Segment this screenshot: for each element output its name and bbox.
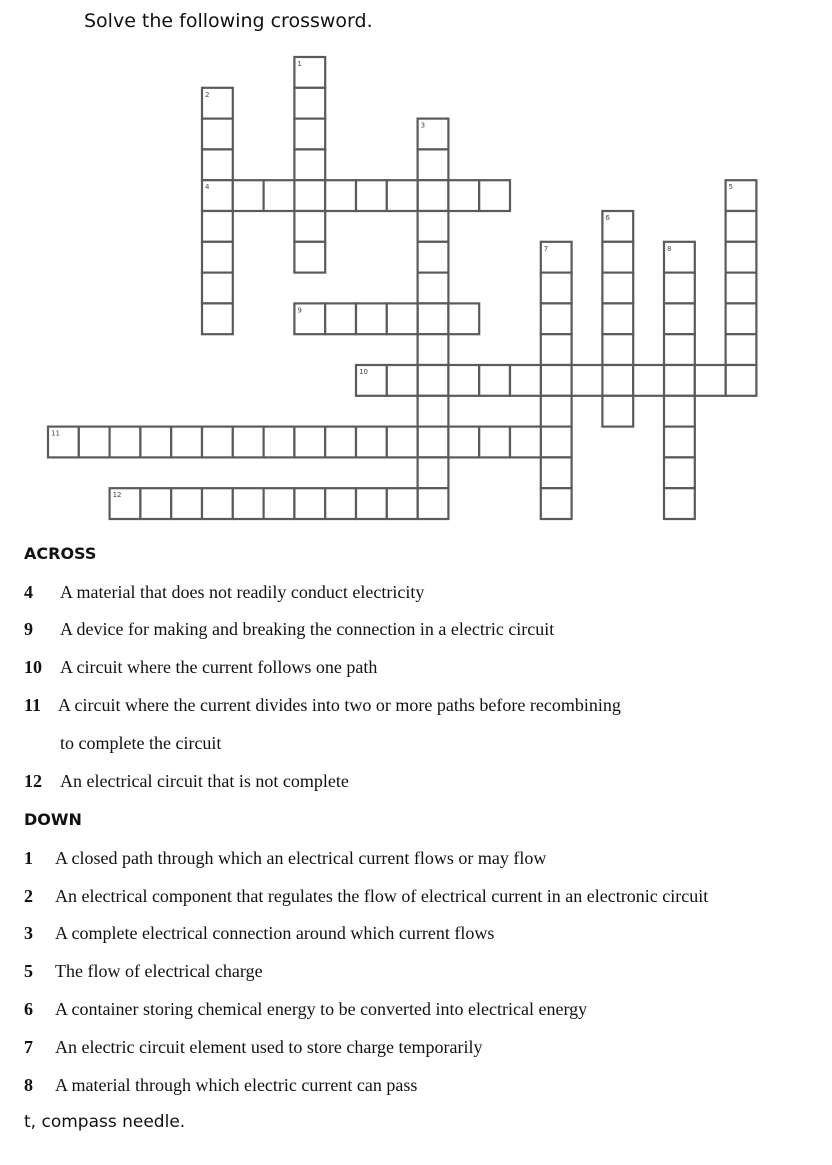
crossword-cell[interactable]	[664, 334, 695, 365]
crossword-cell[interactable]	[294, 488, 325, 519]
across-clue-9	[24, 619, 554, 640]
crossword-cell[interactable]	[418, 242, 449, 273]
crossword-cell[interactable]	[664, 365, 695, 396]
crossword-cell[interactable]	[294, 180, 325, 211]
clue-text: A material through which electric current can pass	[55, 1075, 418, 1095]
crossword-cell[interactable]	[356, 303, 387, 334]
across-clue-10	[24, 657, 377, 678]
crossword-cell[interactable]	[418, 488, 449, 519]
cell-number: 5	[728, 183, 734, 192]
crossword-cell[interactable]	[664, 427, 695, 458]
down-heading: DOWN	[24, 810, 82, 829]
cell-number: 2	[205, 90, 210, 99]
cell-number: 9	[297, 306, 302, 315]
crossword-cell[interactable]	[233, 488, 264, 519]
clue-number: 2	[24, 886, 33, 906]
crossword-cell[interactable]	[510, 427, 541, 458]
crossword-cell[interactable]	[541, 365, 572, 396]
crossword-cell[interactable]	[602, 334, 633, 365]
clue-number: 11	[24, 695, 42, 715]
crossword-cell[interactable]	[294, 242, 325, 273]
crossword-cell[interactable]	[664, 396, 695, 427]
crossword-cell[interactable]	[448, 180, 479, 211]
clue-number: 5	[24, 961, 33, 981]
crossword-cell[interactable]	[418, 303, 449, 334]
cell-number: 11	[51, 429, 60, 438]
crossword-cell[interactable]	[418, 273, 449, 304]
down-clue-5	[24, 961, 263, 982]
cell-number: 6	[605, 214, 610, 222]
crossword-cell[interactable]	[294, 119, 325, 150]
crossword-cell[interactable]	[202, 303, 233, 334]
crossword-cell[interactable]	[448, 303, 479, 334]
crossword-cell[interactable]	[418, 365, 449, 396]
clue-text: An electrical component that regulates the flow of electrical current in an electronic circuit	[55, 886, 709, 906]
crossword-cell[interactable]	[664, 457, 695, 488]
clue-text: A closed path through which an electrical current flows or may flow	[55, 848, 547, 868]
crossword-cell[interactable]	[264, 427, 295, 458]
clue-number: 9	[24, 619, 33, 639]
crossword-cell[interactable]	[294, 149, 325, 180]
crossword-cell[interactable]	[541, 427, 572, 458]
crossword-cell[interactable]	[418, 457, 449, 488]
crossword-cell[interactable]	[726, 334, 757, 365]
cell-number: 7	[543, 244, 549, 253]
crossword-cell[interactable]	[387, 303, 418, 334]
crossword-cell[interactable]	[541, 273, 572, 304]
crossword-cell[interactable]	[541, 334, 572, 365]
crossword-cell[interactable]	[602, 273, 633, 304]
clue-text: A device for making and breaking the connection in a electric circuit	[60, 619, 555, 639]
crossword-cell[interactable]	[695, 365, 726, 396]
crossword-cell[interactable]	[664, 488, 695, 519]
clue-text: A circuit where the current follows one path	[60, 657, 378, 677]
crossword-cell[interactable]	[110, 427, 141, 458]
crossword-cell[interactable]	[356, 488, 387, 519]
crossword-cell[interactable]	[726, 303, 757, 334]
crossword-cell[interactable]	[418, 180, 449, 211]
crossword-cell[interactable]	[726, 365, 757, 396]
crossword-cell[interactable]	[387, 180, 418, 211]
crossword-cell[interactable]	[602, 303, 633, 334]
crossword-cell[interactable]	[202, 488, 233, 519]
crossword-cell[interactable]	[294, 427, 325, 458]
clue-text: An electrical circuit that is not complete	[60, 771, 349, 791]
clue-number: 4	[24, 582, 33, 602]
cell-number: 12	[112, 491, 122, 500]
crossword-cell[interactable]	[448, 365, 479, 396]
clue-number: 3	[24, 923, 33, 943]
across-clue-11	[24, 695, 621, 716]
crossword-cell[interactable]	[325, 488, 356, 519]
crossword-cell[interactable]	[140, 488, 171, 519]
cell-number: 1	[297, 60, 302, 68]
crossword-cell[interactable]	[664, 303, 695, 334]
worksheet-title: Solve the following crossword.	[84, 10, 373, 32]
crossword-cell[interactable]	[356, 427, 387, 458]
crossword-cell[interactable]	[479, 180, 510, 211]
down-clue-3	[24, 923, 494, 944]
crossword-cell[interactable]	[602, 365, 633, 396]
crossword-cell[interactable]	[202, 242, 233, 273]
crossword-cell[interactable]	[541, 488, 572, 519]
crossword-cell[interactable]	[726, 273, 757, 304]
crossword-cell[interactable]	[202, 273, 233, 304]
down-clue-8	[24, 1075, 417, 1096]
crossword-cell[interactable]	[726, 242, 757, 273]
crossword-cell[interactable]	[264, 180, 295, 211]
crossword-cell[interactable]	[541, 303, 572, 334]
clue-text: A container storing chemical energy to be converted into electrical energy	[55, 999, 588, 1019]
crossword-cell[interactable]	[202, 427, 233, 458]
crossword-cell[interactable]	[202, 119, 233, 150]
clue-text: An electric circuit element used to store charge temporarily	[55, 1037, 483, 1057]
cut-off-text-fragment: t, compass needle.	[24, 1112, 186, 1132]
crossword-cell[interactable]	[479, 365, 510, 396]
down-clue-7	[24, 1037, 483, 1058]
crossword-cell[interactable]	[387, 365, 418, 396]
crossword-cell[interactable]	[202, 211, 233, 242]
clue-text: A complete electrical connection around which current flows	[55, 923, 495, 943]
clue-text: A material that does not readily conduct electricity	[60, 582, 425, 602]
crossword-cell[interactable]	[264, 488, 295, 519]
crossword-cell[interactable]	[633, 365, 664, 396]
clue-number: 1	[24, 848, 33, 868]
crossword-cell[interactable]	[448, 427, 479, 458]
crossword-cell[interactable]	[572, 365, 603, 396]
across-heading: ACROSS	[24, 544, 97, 563]
crossword-cell[interactable]	[602, 396, 633, 427]
across-clue-12	[24, 771, 349, 792]
crossword-cell[interactable]	[664, 273, 695, 304]
clue-number: 7	[24, 1037, 33, 1057]
crossword-cell[interactable]	[171, 488, 202, 519]
across-clue-4	[24, 582, 424, 603]
clue-text: The flow of electrical charge	[55, 961, 263, 981]
crossword-cell[interactable]	[418, 396, 449, 427]
down-clue-6	[24, 999, 587, 1020]
crossword-cell[interactable]	[233, 180, 264, 211]
clue-number: 12	[24, 771, 42, 791]
crossword-cell[interactable]	[294, 88, 325, 119]
crossword-cell[interactable]	[202, 149, 233, 180]
crossword-cell[interactable]	[726, 211, 757, 242]
crossword-cell[interactable]	[418, 211, 449, 242]
crossword-cell[interactable]	[418, 427, 449, 458]
crossword-cell[interactable]	[140, 427, 171, 458]
crossword-cell[interactable]	[541, 396, 572, 427]
crossword-cell[interactable]	[171, 427, 202, 458]
crossword-cell[interactable]	[387, 488, 418, 519]
across-clue-11-continued: to complete the circuit	[60, 733, 222, 753]
crossword-cell[interactable]	[479, 427, 510, 458]
crossword-cell[interactable]	[79, 427, 110, 458]
crossword-cell[interactable]	[541, 457, 572, 488]
crossword-cell[interactable]	[510, 365, 541, 396]
cell-number: 8	[667, 244, 672, 253]
crossword-grid	[0, 0, 832, 540]
cell-number: 4	[205, 183, 210, 192]
crossword-cell[interactable]	[233, 427, 264, 458]
clue-number: 8	[24, 1075, 33, 1095]
crossword-cell[interactable]	[325, 180, 356, 211]
crossword-cell[interactable]	[418, 149, 449, 180]
crossword-cell[interactable]	[418, 334, 449, 365]
crossword-cell[interactable]	[602, 242, 633, 273]
clue-text: A circuit where the current divides into two or more paths before recombining	[58, 695, 621, 715]
crossword-cell[interactable]	[325, 303, 356, 334]
clue-number: 6	[24, 999, 33, 1019]
crossword-cell[interactable]	[294, 211, 325, 242]
crossword-cell[interactable]	[356, 180, 387, 211]
crossword-cell[interactable]	[325, 427, 356, 458]
cell-number: 10	[359, 368, 368, 376]
crossword-cell[interactable]	[387, 427, 418, 458]
down-clue-2	[24, 886, 708, 907]
cell-number: 3	[420, 121, 426, 130]
down-clue-1	[24, 848, 546, 869]
clue-number: 10	[24, 657, 42, 677]
